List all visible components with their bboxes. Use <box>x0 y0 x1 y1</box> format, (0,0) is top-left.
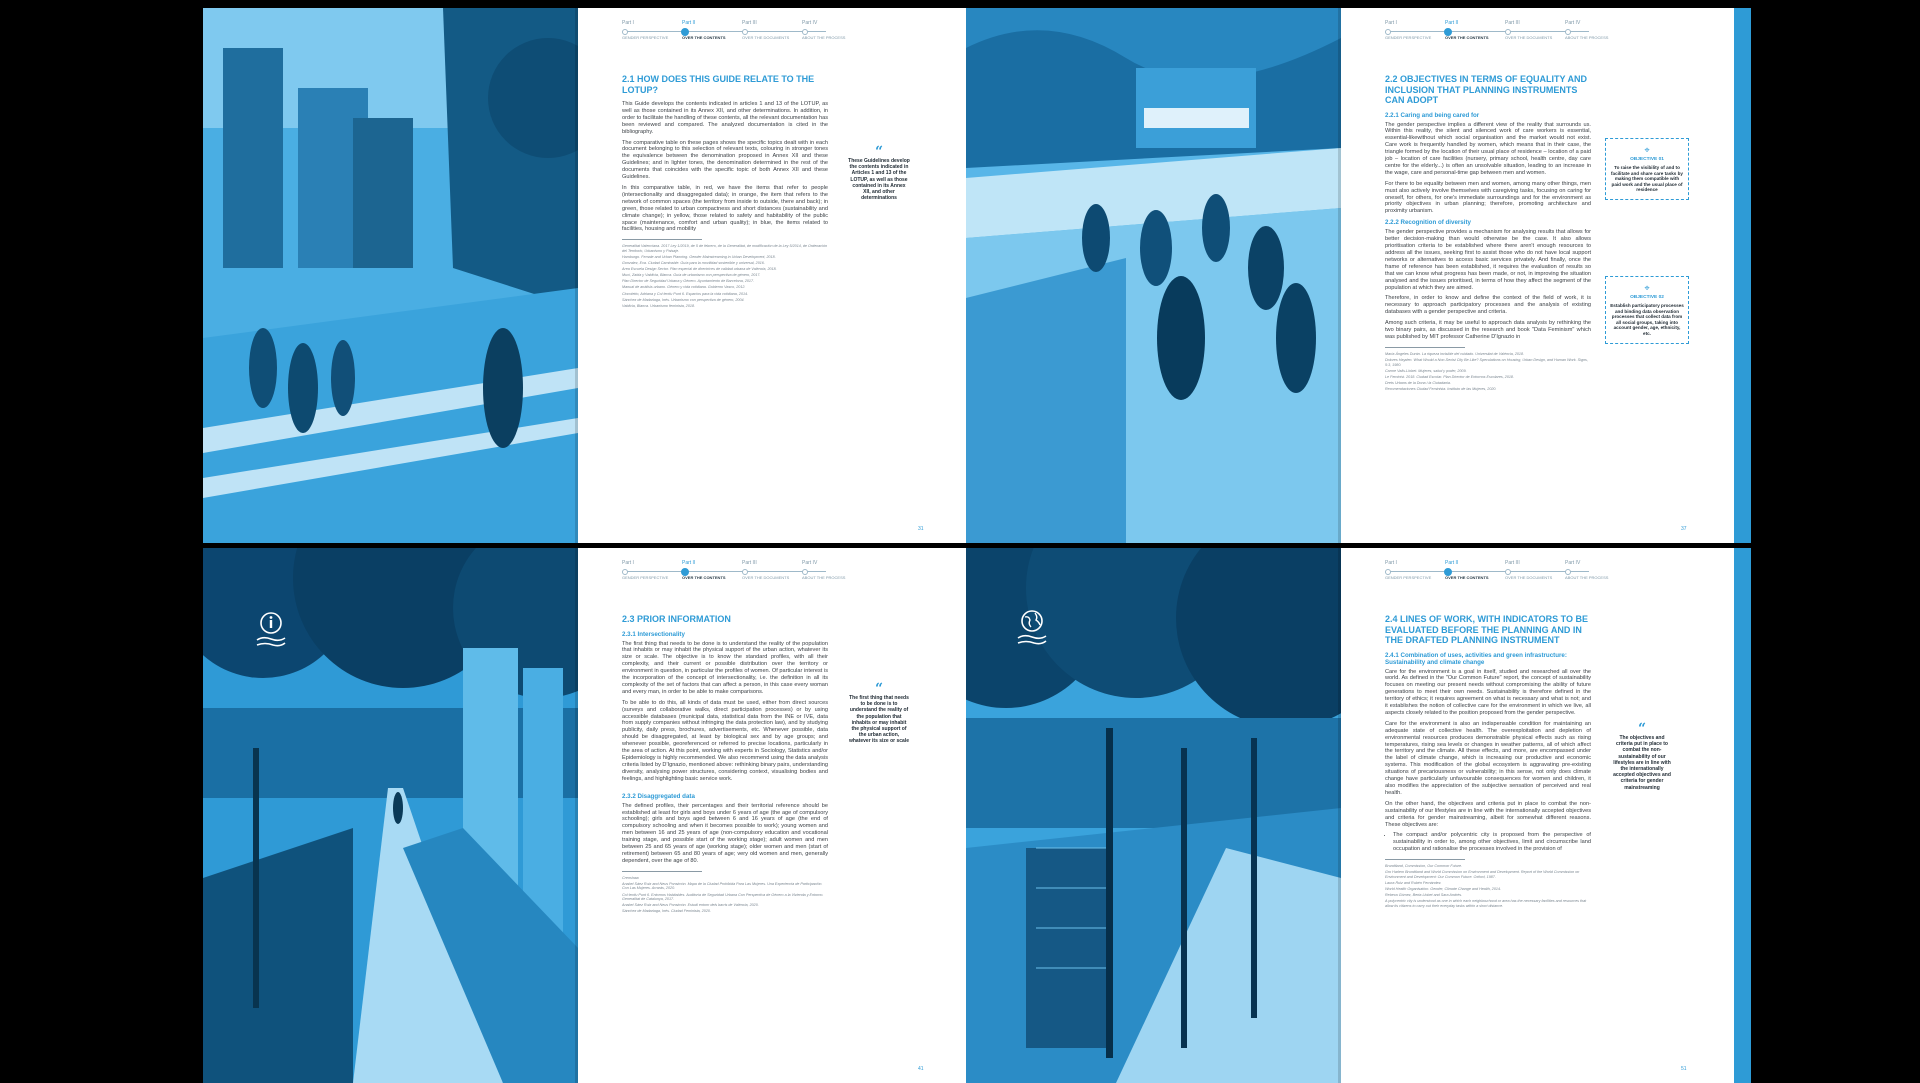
page-title: 2.4 LINES OF WORK, WITH INDICATORS TO BE EVALUATED BEFORE THE PLANNING AND IN THE DRAFTED PLANNING INSTRUMENT <box>1385 614 1589 645</box>
footnote-divider <box>1385 347 1465 348</box>
page-body <box>1385 614 1591 910</box>
progress-step-title: Part I <box>622 560 634 566</box>
progress-step-label: ABOUT THE PROCESS <box>1565 35 1609 40</box>
photo-park-path <box>203 548 578 1083</box>
footnote: Carme Valls-Llobet. Mujeres, salud y poder, 2009. <box>1385 368 1467 373</box>
progress-nav <box>1385 20 1609 50</box>
progress-step-title: Part II <box>682 20 696 26</box>
footnote: Sánchez de Madariaga, Inés. Urbanismo con perspectiva de género, 2004. <box>622 297 745 302</box>
footnote-divider <box>622 239 702 240</box>
quote-mark-icon: “ <box>874 144 884 160</box>
quote-mark-icon: “ <box>874 681 884 697</box>
progress-step-label: GENDER PERSPECTIVE <box>1385 575 1432 580</box>
section-subtitle: 2.4.1 Combination of uses, activities and green infrastructure: Sustainability and climate change <box>1385 651 1567 666</box>
body-paragraph: Among such criteria, it may be useful to approach data analysis by rethinking the two binary pairs, as discussed in the research and book "Data Feminism" which was published by MIT professor Catherine D'Ignazio in <box>1385 320 1591 340</box>
footnote-divider <box>622 871 702 872</box>
progress-step-title: Part III <box>1505 560 1520 566</box>
progress-step-3[interactable] <box>742 560 798 580</box>
progress-step-title: Part IV <box>802 20 818 26</box>
progress-step-4[interactable] <box>802 560 858 580</box>
progress-step-label: OVER THE CONTENTS <box>1445 35 1489 40</box>
text-page <box>1341 8 1751 543</box>
body-paragraph: The gender perspective provides a mechanism for analysing results that allows for better decision-making than would otherwise be the case. It also allows prioritisation criteria to be established where there aren't enough resources to address all the issues, seeking first to assist those who do not have local support networks or alternatives to access basic services privately. And finally, once the frame of reference has been established, it requires the evaluation of results so that we can know what progress has been made, or not, in improving the situation analysed and the issues prioritised, in terms of how they affect the segment of the population at which they are aimed. <box>1385 229 1591 291</box>
footnote: Anabel Sáez Ruiz and Neus Ponsimón. Mapa de la Ciudad Prohibida Para Las Mujeres. Una Experiencia de Participación. Con Las Mujeres. Arrarás, 2020. <box>622 881 823 891</box>
footnote: Gonzalez, Eva. Ciudad Caminable. Guía para la movilidad sostenible y universal, 2016. <box>622 261 765 266</box>
page-title: 2.1 HOW DOES THIS GUIDE RELATE TO THE LOTUP? <box>622 74 815 95</box>
progress-step-2[interactable] <box>682 20 738 40</box>
objective-box <box>1605 138 1689 200</box>
page-body <box>622 74 828 310</box>
progress-nav <box>622 20 846 50</box>
photo-street-crossing <box>203 8 578 543</box>
footnote: A polycentric city is understood as one in which each neighbourhood or area has the necessary facilities and resources that allow its citizens to carry out their everyday tasks within a short distance. <box>1385 899 1587 908</box>
body-paragraph: The defined profiles, their percentages and their territorial reference should be established at least for girls and boys under 6 years of age (the age of compulsory schooling); girls and boys aged between 6 and 16 years of age (the end of compulsory schooling and when it becomes possible to work); young women and men between 16 and 25 years of age (non-compulsory education and vocational training stage, and possible start of the working stage); adult women and men between 25 and 65 years of age (working stage); older women and men (start of retirement) between 65 and 80 years of age; very old women and men, generally dependent, over the age of 80. <box>622 802 828 864</box>
progress-step-title: Part IV <box>802 560 818 566</box>
page-title: 2.3 PRIOR INFORMATION <box>622 614 731 624</box>
photo-tree-lined-road <box>966 548 1341 1083</box>
footnote: World Health Organisation. Gender, Climate Change and Health, 2014. <box>1385 887 1502 892</box>
progress-step-3[interactable] <box>1505 20 1561 40</box>
footnote: Area Escuela Design Sector. Plan especial de directrices de calidad urbana de València, 2018. <box>622 267 777 272</box>
progress-line <box>624 31 826 32</box>
bullet-list <box>1385 832 1591 853</box>
pull-quote <box>1611 723 1673 791</box>
spread-top-left <box>203 8 988 543</box>
progress-step-title: Part IV <box>1565 560 1581 566</box>
section-subtitle: 2.2.1 Caring and being cared for <box>1385 111 1480 119</box>
progress-step-2[interactable] <box>1445 20 1501 40</box>
accent-bar <box>1734 8 1751 543</box>
progress-step-4[interactable] <box>1565 560 1621 580</box>
progress-step-label: GENDER PERSPECTIVE <box>622 35 669 40</box>
footnote: Laura Ruiz and Rubén Fernández. <box>1385 880 1442 885</box>
page-body <box>1385 74 1591 393</box>
section-subtitle: 2.3.2 Disaggregated data <box>622 792 695 800</box>
body-paragraph: The comparative table on these pages shows the specific topics dealt with in each document belonging to this selection of relevant texts, colouring in stronger tones the equivalence between the denomination proposed in Annex XII and these Guidelines; and in lighter tones, the denomination determined in the rest of the documents that coincides with the specific topic of both Annex XII and these Guidelines. <box>622 139 828 181</box>
objective-text: Establish participatory processes and binding data observation processes that collect data from all social groups, taking into account gender, age, ethnicity, etc. <box>1610 303 1684 336</box>
progress-step-1[interactable] <box>1385 20 1441 40</box>
body-paragraph: To be able to do this, all kinds of data must be used, either from direct sources (surveys and collaborative walks, direct participation processes) or by using accessible databases (municipal data, statistical data from the INE or IVE, data from supply companies without infringing the data protection law), and by studying publicity, daily press, brochures, advertisements, etc. Whenever possible, data should be disaggregated, at least by biological sex and by age groups; and whenever possible, georeferenced or referred to precise locations, particularly in the area of action. At this point, working with experts in Sociology, Statistics and/or Epidemiology is highly recommended. We also recommend using the data analysis criteria listed by D'Ignazio, mentioned above: rethinking binary pairs, understanding diversity, analysing power structures, considering context, visualising bodies and feelings, and highlighting basic service work. <box>622 699 828 782</box>
body-paragraph: For there to be equality between men and women, among many other things, men must also actively involve themselves with caregiving tasks, focusing on caring for oneself, for others, for one's immediate surroundings and for the environment as priority objectives in urban planning; therefore, promoting architecture and proximity urbanism. <box>1385 180 1591 215</box>
progress-step-title: Part III <box>742 560 757 566</box>
footnote: Muxí, Zaida y Valdivia, Blanca. Guía de urbanismo con perspectiva de género, 2017. <box>622 273 761 278</box>
text-page <box>578 548 988 1083</box>
progress-step-title: Part III <box>1505 20 1520 26</box>
spread-bottom-left <box>203 548 988 1083</box>
progress-step-label: OVER THE DOCUMENTS <box>742 575 790 580</box>
progress-step-label: ABOUT THE PROCESS <box>1565 575 1609 580</box>
footnote: Crenshaw. <box>622 875 640 880</box>
footnote: María Ángeles Durán. La riqueza invisible del cuidado. Universitat de València, 2018. <box>1385 351 1525 356</box>
objective-text: To raise the visibility of and to facilitate and share care tasks by making them compatible with paid work and the usual place of residence <box>1610 165 1683 193</box>
progress-step-title: Part I <box>1385 20 1397 26</box>
page-number: 31 <box>918 526 924 532</box>
progress-step-title: Part III <box>742 20 757 26</box>
section-subtitle: 2.3.1 Intersectionality <box>622 630 685 638</box>
progress-line <box>1387 31 1589 32</box>
progress-step-1[interactable] <box>1385 560 1441 580</box>
spread-top-right <box>966 8 1751 543</box>
progress-step-title: Part I <box>622 20 634 26</box>
quote-mark-icon: “ <box>1637 721 1647 737</box>
globe-hand-icon <box>1014 608 1050 648</box>
body-paragraph: The first thing that needs to be done is to understand the reality of the population that inhabits or may inhabit the physical support of the urban action, whatever its size or scale. The objective is to know the standard profiles, with all their complexity, and their current or possible distribution over the territory or environment in question, in particular the profiles of women. Of particular interest is the incorporation of the concept of intersectionality, i.e. the definition in all its complexity of the set of factors that can affect a person, in this case every woman and every man, in order to be able to make comparisons. <box>622 640 828 695</box>
progress-step-2[interactable] <box>682 560 738 580</box>
progress-nav <box>622 560 846 590</box>
progress-step-4[interactable] <box>1565 20 1621 40</box>
footnote: Sánchez de Madariaga, Inés. Ciudad Feminista, 2020. <box>622 909 711 914</box>
footnote: Col·lectiu Punt 6. Entornos Habitables. Auditoría de Seguridad Urbana Con Perspectiva de Género a la Vivienda y Entorno. Generalitat de Catalunya, 2017. <box>622 892 824 902</box>
pull-quote-text: The objectives and criteria put in place to combat the non-sustainability of our lifestyles are in line with the internationally accepted objectives and criteria for gender mainstreaming <box>1613 735 1671 791</box>
page-title: 2.2 OBJECTIVES IN TERMS OF EQUALITY AND INCLUSION THAT PLANNING INSTRUMENTS CAN ADOPT <box>1385 74 1588 105</box>
progress-step-3[interactable] <box>742 20 798 40</box>
playground-photo-illustration <box>966 8 1341 543</box>
progress-step-3[interactable] <box>1505 560 1561 580</box>
footnote: Drets Urbans de la Dona i la Ciutadania. <box>1385 380 1452 385</box>
progress-step-label: OVER THE CONTENTS <box>682 35 726 40</box>
progress-nav <box>1385 560 1609 590</box>
spread-bottom-right <box>966 548 1751 1083</box>
accent-bar <box>1734 548 1751 1083</box>
footnote: Manual de análisis urbano. Género y vida cotidiana. Gobierno Vasco, 2012. <box>622 285 746 290</box>
footnote-divider <box>1385 859 1465 860</box>
footnote: Brundtland, Commission, Our Common Future. <box>1385 864 1463 869</box>
progress-step-label: ABOUT THE PROCESS <box>802 575 846 580</box>
footnote: Valdivia, Blanca. Urbanismo feminista, 2018. <box>622 303 696 308</box>
footnote: Le Feminist. 2018. Ciudad Escolar. Plan Director de Entornos Escolares, 2018. <box>1385 374 1514 379</box>
progress-step-title: Part II <box>1445 560 1459 566</box>
progress-step-label: OVER THE DOCUMENTS <box>1505 575 1553 580</box>
crosshair-icon: ⌖ <box>1644 283 1650 293</box>
photo-playground <box>966 8 1341 543</box>
footnote: Hamburgo. Female and Urban Planning. Gender Mainstreaming in Urban Development, 2018. <box>622 255 776 259</box>
progress-step-label: OVER THE DOCUMENTS <box>1505 35 1553 40</box>
info-hand-icon <box>253 610 289 650</box>
text-page <box>578 8 988 543</box>
objective-box <box>1605 276 1689 344</box>
footnote: Generalitat Valenciana. 2017 Ley 1/2019, de 5 de febrero, de la Generalitat, de modificación de la Ley 5/2014, de Ordenación del Territorio, Urbanismo y Paisaje. <box>622 244 828 253</box>
progress-step-title: Part II <box>682 560 696 566</box>
progress-step-title: Part II <box>1445 20 1459 26</box>
pull-quote-text: These Guidelines develop the contents indicated in Articles 1 and 13 of the LOTUP, as well as those contained in its Annex XII, and other determinations <box>848 158 910 202</box>
page-number: 37 <box>1681 526 1687 532</box>
progress-step-title: Part I <box>1385 560 1397 566</box>
progress-step-label: GENDER PERSPECTIVE <box>1385 35 1432 40</box>
progress-step-label: ABOUT THE PROCESS <box>802 35 846 40</box>
progress-step-1[interactable] <box>622 560 678 580</box>
pull-quote <box>848 683 910 745</box>
progress-line <box>624 571 826 572</box>
objective-label: OBJECTIVE 02 <box>1630 295 1664 300</box>
footnote: Gro Harlem Brundtland and World Commission on Environment and Development. Report of the World Commission on Environment and Development: Our Common Future. Oxford, 1987. <box>1385 870 1580 879</box>
page-number: 41 <box>918 1066 924 1072</box>
body-paragraph: Care for the environment is also an indispensable condition for maintaining an adequate state of collective health. The overexploitation and depletion of environmental resources produces demonstrable physical effects such as rising temperatures, rising sea levels or changes in weather patterns, all of which affect the territory and the climate. All these effects, and more, are encompassed under the label of climate change, which is increasing our productive and economic systems. This modification of the global ecosystem is aggravating pre-existing situations of precariousness or vulnerability; in this sense, not only does climate change have particularly unfavourable consequences for women and children, it also modifies the appreciation of the subjective sensation of perceived and real health. <box>1385 720 1591 796</box>
progress-step-title: Part IV <box>1565 20 1581 26</box>
footnote: Anabel Sáez Ruiz and Neus Ponsimón. Estudi entorn dels barris de València, 2020. <box>622 903 759 908</box>
body-paragraph: This Guide develops the contents indicated in articles 1 and 13 of the LOTUP, as well as those contained in its Annex XII, and other determinations. In addition, in order to facilitate the handling of these contents, all the relevant documentation has been reviewed and compared. The analyzed documentation is cited in the bibliography. <box>622 101 828 135</box>
section-subtitle: 2.2.2 Recognition of diversity <box>1385 219 1471 227</box>
body-paragraph: Therefore, in order to know and define the context of the field of work, it is necessary to approach participatory processes and the analysis of existing databases with a gender perspective and criteria. <box>1385 295 1591 316</box>
progress-step-4[interactable] <box>802 20 858 40</box>
progress-step-label: OVER THE CONTENTS <box>682 575 726 580</box>
progress-step-label: GENDER PERSPECTIVE <box>622 575 669 580</box>
page-number: 51 <box>1681 1066 1687 1072</box>
footnote: Ciocoletto, Adriana y Col·lectiu Punt 6. Espacios para la vida cotidiana, 2014. <box>622 291 749 296</box>
body-paragraph: On the other hand, the objectives and criteria put in place to combat the non-sustainability of our lifestyles are in line with the internationally accepted objectives and criteria for gender mainstreaming, albeit for somewhat different reasons. These objectives are: <box>1385 800 1591 828</box>
text-page <box>1341 548 1751 1083</box>
footnote: Dolores Hayden. What Would a Non-Sexist City Be Like? Speculations on Housing, Urban Design, and Human Work. Signs, 5:3, 1980. <box>1385 357 1588 367</box>
street-photo-illustration <box>203 8 578 543</box>
list-item: • The compact and/or polycentric city is proposed from the perspective of sustainability in order to, among other objectives, limit and circumscribe land occupation and rationalise the processes involved in the provision of <box>1393 832 1591 853</box>
footnote: Recomendaciones Ciudad Feminista. Instituto de las Mujeres, 2020. <box>1385 386 1497 391</box>
footnote: Rebeca Gómez, Berta Llobet and Sara Andrés. <box>1385 893 1463 898</box>
progress-step-1[interactable] <box>622 20 678 40</box>
body-paragraph: In this comparative table, in red, we have the items that refer to people (intersectionality and disaggregated data); in orange, the item that refers to the network of common spaces (the territory from inside to outside, there and back); in green, those related to urban compactness and short distances (sustainability and climate change); in yellow, those related to safety and habitability of the public space (maintenance, comfort and urban quality); in blue, the items related to facilities, housing and mobility <box>622 184 828 233</box>
crosshair-icon: ⌖ <box>1644 145 1650 155</box>
body-paragraph: Care for the environment is a goal in itself, studied and researched all over the world. As defined in the "Our Common Future" report, the concept of sustainability focuses on meeting our present needs without compromising the ability of future generations to meet their own needs. Sustainability is therefore defined in the territory of ethics; it requires agreement on what is necessary and what is not; and it establishes the notion of collective care for the environment in which we live, all aspects closely related to the position proposed from the gender perspective. <box>1385 668 1591 716</box>
progress-step-label: OVER THE DOCUMENTS <box>742 35 790 40</box>
progress-line <box>1387 571 1589 572</box>
progress-step-label: OVER THE CONTENTS <box>1445 575 1489 580</box>
pull-quote-text: The first thing that needs to be done is to understand the reality of the population that inhabits or may inhabit the physical support of the urban action, whatever its size or scale <box>848 695 910 745</box>
objective-label: OBJECTIVE 01 <box>1630 157 1664 162</box>
footnote: Plan Director de Seguridad Urbana y Género. Ayuntamiento de Barcelona, 2017. <box>622 279 755 284</box>
body-paragraph: The gender perspective implies a different view of the reality that surrounds us. Within this reality, the silent and silenced work of care workers is essential, essential-likewithout which social organisation and the market would not exist. Care work is frequently handled by women, which means that in their case, the triangle formed by the location of their usual place of residence – location of a paid job – location of care facilities (nursery, primary school, health centre, day care centre for the elderly...) is often an unsolvable situation, leading to an increase in the wage, care and personal-time gap between men and women. <box>1385 121 1591 176</box>
page-body <box>622 614 828 915</box>
progress-step-2[interactable] <box>1445 560 1501 580</box>
pull-quote <box>848 146 910 201</box>
